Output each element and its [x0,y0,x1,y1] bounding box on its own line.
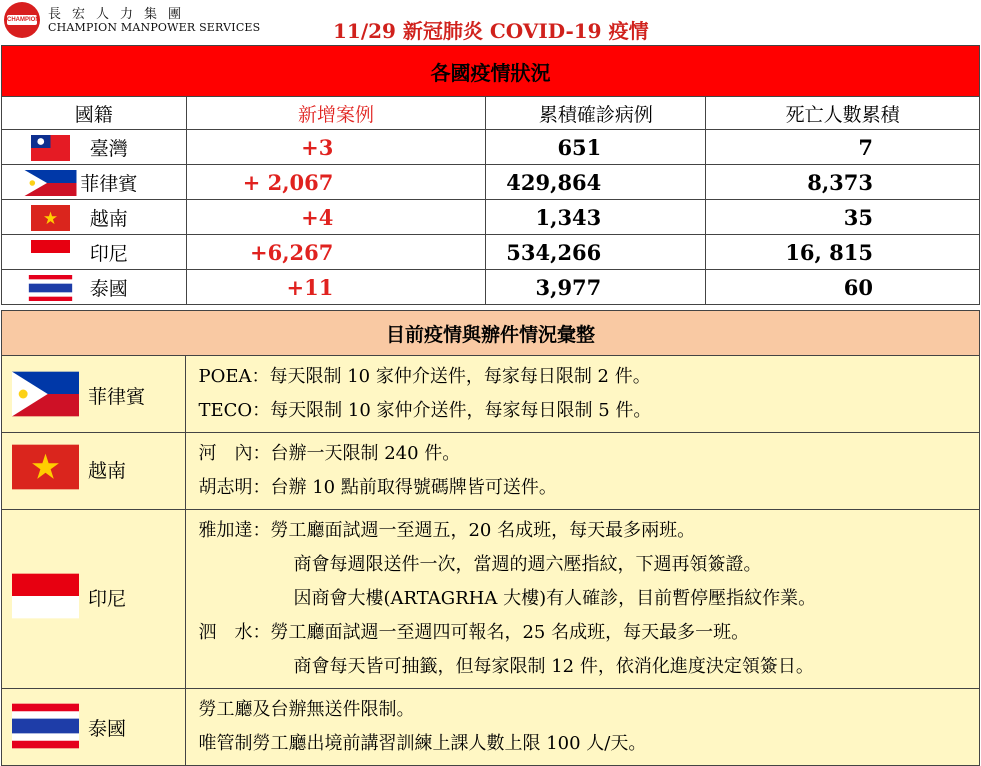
total-cases: 429,864 [486,165,706,200]
note-line: 商會每週限送件一次，當週的週六壓指紋，下週再領簽證。 [293,554,762,575]
country-name: 印尼 [89,242,128,265]
country-name: 菲律賓 [88,386,146,408]
thailand-flag-icon [24,275,77,301]
taiwan-flag-icon [24,135,77,161]
logo-text: CHAMPION [7,17,40,23]
country-name: 菲律賓 [80,172,138,195]
notes-cell [186,356,980,433]
country-name: 越南 [89,207,128,230]
summary-row [2,689,980,766]
country-name: 泰國 [89,277,128,300]
company-name-cn: 長宏人力集團 [48,7,193,22]
stats-table [1,45,980,305]
note-line: POEA：每天限制 10 家仲介送件，每家每日限制 2 件。 [198,366,651,387]
total-cases: 1,343 [486,200,706,235]
table-row [2,270,980,305]
country-name: 泰國 [88,718,127,740]
total-cases: 3,977 [486,270,706,305]
summary-row [2,433,980,510]
summary-row [2,356,980,433]
stats-banner: 各國疫情狀況 [2,46,980,97]
indonesia-flag-icon [24,240,77,266]
country-name: 越南 [88,460,127,482]
philippines-flag-icon [12,370,79,418]
note-line: 商會每天皆可抽籤，但每家限制 12 件，依消化進度決定領簽日。 [293,656,814,677]
new-cases: +11 [186,270,486,305]
deaths: 60 [706,270,980,305]
header-total: 累積確診病例 [486,97,706,130]
country-cell [2,689,186,766]
country-cell [2,433,186,510]
philippines-flag-icon [24,170,77,196]
vietnam-flag-icon [12,443,79,491]
country-cell [2,200,187,235]
country-name: 臺灣 [89,137,128,160]
country-cell [2,356,186,433]
note-line: 雅加達：勞工廳面試週一至週五，20 名成班，每天最多兩班。 [198,520,696,541]
table-row [2,200,980,235]
deaths: 7 [706,130,980,165]
total-cases: 651 [486,130,706,165]
notes-cell [186,689,980,766]
notes-cell [186,510,980,689]
summary-banner: 目前疫情與辦件情況彙整 [2,311,980,356]
table-row [2,235,980,270]
table-row [2,165,980,200]
note-line: 勞工廳及台辦無送件限制。 [198,699,415,720]
note-line: 因商會大樓(ARTAGRHA 大樓)有人確診，目前暫停壓指紋作業。 [293,588,817,609]
deaths: 35 [706,200,980,235]
new-cases: +6,267 [186,235,486,270]
indonesia-flag-icon [12,572,79,620]
deaths: 8,373 [706,165,980,200]
new-cases: +3 [186,130,486,165]
summary-table [1,310,980,766]
notes-cell [186,433,980,510]
country-cell [2,510,186,689]
vietnam-flag-icon [24,205,77,231]
table-row [2,130,980,165]
note-line: TECO：每天限制 10 家仲介送件，每家每日限制 5 件。 [198,400,652,421]
page-title: 11/29 新冠肺炎 COVID-19 疫情 [333,19,649,43]
note-line: 泗 水：勞工廳面試週一至週四可報名，25 名成班，每天最多一班。 [198,622,750,643]
header-deaths: 死亡人數累積 [706,97,980,130]
deaths: 16, 815 [706,235,980,270]
country-cell [2,130,187,165]
thailand-flag-icon [12,702,79,750]
header-country: 國籍 [2,97,187,130]
country-cell [2,235,187,270]
new-cases: +4 [186,200,486,235]
note-line: 唯管制勞工廳出境前講習訓練上課人數上限 100 人/天。 [198,733,647,754]
country-cell [2,270,187,305]
summary-row [2,510,980,689]
company-name-en: CHAMPION MANPOWER SERVICES [48,21,261,34]
country-name: 印尼 [88,588,127,610]
country-cell [2,165,187,200]
header-new-cases: 新增案例 [186,97,486,130]
note-line: 胡志明：台辦 10 點前取得號碼牌皆可送件。 [198,477,557,498]
new-cases: + 2,067 [186,165,486,200]
company-logo [4,2,40,38]
note-line: 河 內：台辦一天限制 240 件。 [198,443,461,464]
total-cases: 534,266 [486,235,706,270]
